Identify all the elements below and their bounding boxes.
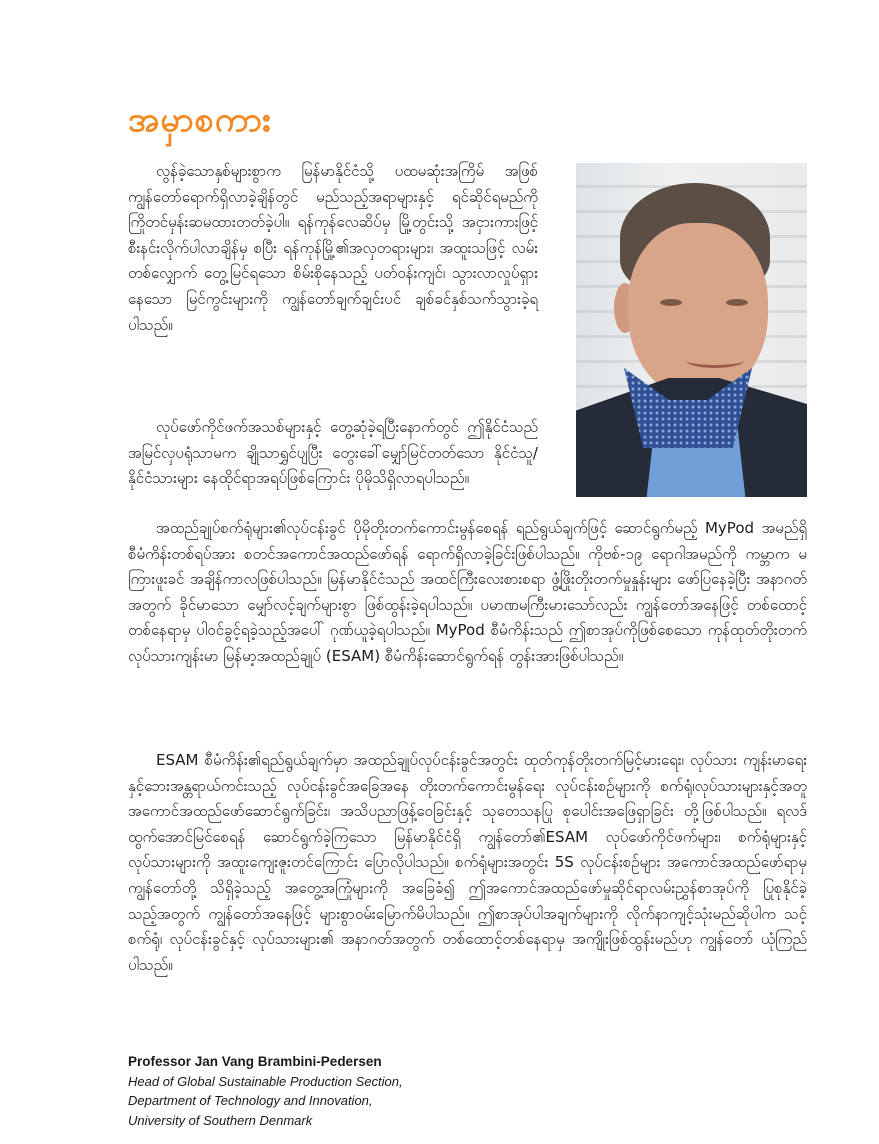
photo-eye-right [726,299,748,306]
page-title: အမှာစကား [128,100,272,140]
paragraph-2 [128,415,538,492]
paragraph-text: အထည်ချုပ်စက်ရုံများ၏လုပ်ငန်းခွင် ပိုမိုတိုးတက်ကောင်းမွန်စေရန် ရည်ရွယ်ချက်ဖြင့် ဆောင်ရွက်မည့် MyPod အမည်ရှိ စီမံကိန်းတစ်ရပ်အား စတင်အကောင်အထည်ဖော်ရန် ရောက်ရှိလာခဲ့ခြင်းဖြစ်ပါသည်။ ကိုဗစ်-၁၉ ရောဂါအမည်ကို ကမ္ဘာက မကြားဖူးခင် အချိန်ကာလဖြစ်ပါသည်။ မြန်မာနိုင်ငံသည် အထင်ကြီးလေးစားစရာ ဖွံ့ဖြိုးတိုးတက်မှုနှုန်းများ ဖော်ပြနေခဲ့ပြီး အနာဂတ်အတွက် ခိုင်မာသော မျှော်လင့်ချက်များစွာ ဖြစ်ထွန်းခဲ့ရပါသည်။ ပမာဏမကြီးမားသော်လည်း ကျွန်တော်အနေဖြင့် တစ်ထောင့်တစ်နေရာမှ ပါဝင်ခွင့်ရခဲ့သည့်အပေါ် ဂုဏ်ယူခဲ့ရပါသည်။ MyPod စီမံကိန်းသည် ဤစာအုပ်ကိုဖြစ်စေသော ကုန်ထုတ်တိုးတက် လုပ်သားကျန်းမာ မြန်မာ့အထည်ချုပ် (ESAM) စီမံကိန်းဆောင်ရွက်ရန် တွန်းအားဖြစ်ပါသည်။ [128,519,807,665]
photo-smile [686,353,744,368]
paragraph-text: ESAM စီမံကိန်း၏ရည်ရွယ်ချက်မှာ အထည်ချုပ်လုပ်ငန်းခွင်အတွင်း ထုတ်ကုန်တိုးတက်မြင့်မားရေး၊ လုပ်သား ကျန်းမာရေးနှင့်ဘေးအန္တရာယ်ကင်းသည့် လုပ်ငန်းခွင်အခြေအနေ တိုးတက်ကောင်းမွန်ရေး လုပ်ငန်းစဉ်များကို စက်ရုံ၊လုပ်သားများနှင့်အတူ အကောင်အထည်ဖော်ဆောင်ရွက်ခြင်း၊ အသိပညာဖြန့်ဝေခြင်းနှင့် သုတေသနပြု စုပေါင်းအဖြေရှာခြင်း တို့ဖြစ်ပါသည်။ ရလဒ်ထွက်အောင်မြင်စေရန် ဆောင်ရွက်ခဲ့ကြသော မြန်မာနိုင်ငံရှိ ကျွန်တော်၏ESAM လုပ်ဖော်ကိုင်ဖက်များ၊ စက်ရုံများနှင့် လုပ်သားများကို အထူးကျေးဇူးတင်ကြောင်း ပြောလိုပါသည်။ စက်ရုံများအတွင်း 5S လုပ်ငန်းစဉ်များ အကောင်အထည်ဖော်ရာမှ ကျွန်တော်တို့ သိရှိခဲ့သည့် အတွေ့အကြုံများကို အခြေခံ၍ ဤအကောင်အထည်ဖော်မှုဆိုင်ရာလမ်းညွှန်စာအုပ်ကို ပြုစုနိုင်ခဲ့သည့်အတွက် ကျွန်တော်အနေဖြင့် များစွာဝမ်းမြောက်မိပါသည်။ ဤစာအုပ်ပါအချက်များကို လိုက်နာကျင့်သုံးမည်ဆိုပါက သင့်စက်ရုံ၊ လုပ်ငန်းခွင်နှင့် လုပ်သားများ၏ အနာဂတ်အတွက် တစ်ထောင့်တစ်နေရာမှ အကျိုးဖြစ်ထွန်းမည်ဟု ကျွန်တော် ယုံကြည်ပါသည်။ [128,751,807,974]
paragraph-3 [128,516,807,670]
paragraph-text: လုပ်ဖော်ကိုင်ဖက်အသစ်များနှင့် တွေ့ဆုံခဲ့ရပြီးနောက်တွင် ဤနိုင်ငံသည် အမြင်လှပရုံသာမက ချိုသာရွှင်ပျပြီး တွေးခေါ်မျှော်မြင်တတ်သော နိုင်ငံသူ/နိုင်ငံသားများ နေထိုင်ရာအရပ်ဖြစ်ကြောင်း ပိုမိုသိရှိလာရပါသည်။ [128,418,538,488]
signature-name: Professor Jan Vang Brambini-Pedersen [128,1054,382,1069]
paragraph-4 [128,748,807,978]
signature-role-line-3: University of Southern Denmark [128,1112,313,1128]
signature-role-line-2: Department of Technology and Innovation, [128,1093,373,1108]
signature-role-line-1: Head of Global Sustainable Production Section, [128,1073,403,1089]
signature-block [128,1052,403,1130]
paragraph-text: လွန်ခဲ့သောနှစ်များစွာက မြန်မာနိုင်ငံသို့ ပထမဆုံးအကြိမ် အဖြစ် ကျွန်တော်ရောက်ရှိလာခဲ့ချိန်တွင် မည်သည့်အရာများနှင့် ရင်ဆိုင်ရမည်ကို ကြိုတင်မှန်းဆမထားတတ်ခဲ့ပါ။ ရန်ကုန်လေဆိပ်မှ မြို့တွင်းသို့ အငှားကားဖြင့် စီးနင်းလိုက်ပါလာချိန်မှ စပြီး ရန်ကုန်မြို့၏အလှတရားများ၊ အထူးသဖြင့် လမ်းတစ်လျှောက် တွေ့မြင်ရသော စိမ်းစိုနေသည့် ပတ်ဝန်းကျင်၊ သွားလာလှုပ်ရှားနေသော မြင်ကွင်းများကို ကျွန်တော်ချက်ချင်းပင် ချစ်ခင်နှစ်သက်သွားခဲ့ရပါသည်။ [128,162,538,334]
paragraph-1 [128,159,538,338]
portrait-photo-icon [576,163,807,497]
photo-eye-left [660,299,682,306]
